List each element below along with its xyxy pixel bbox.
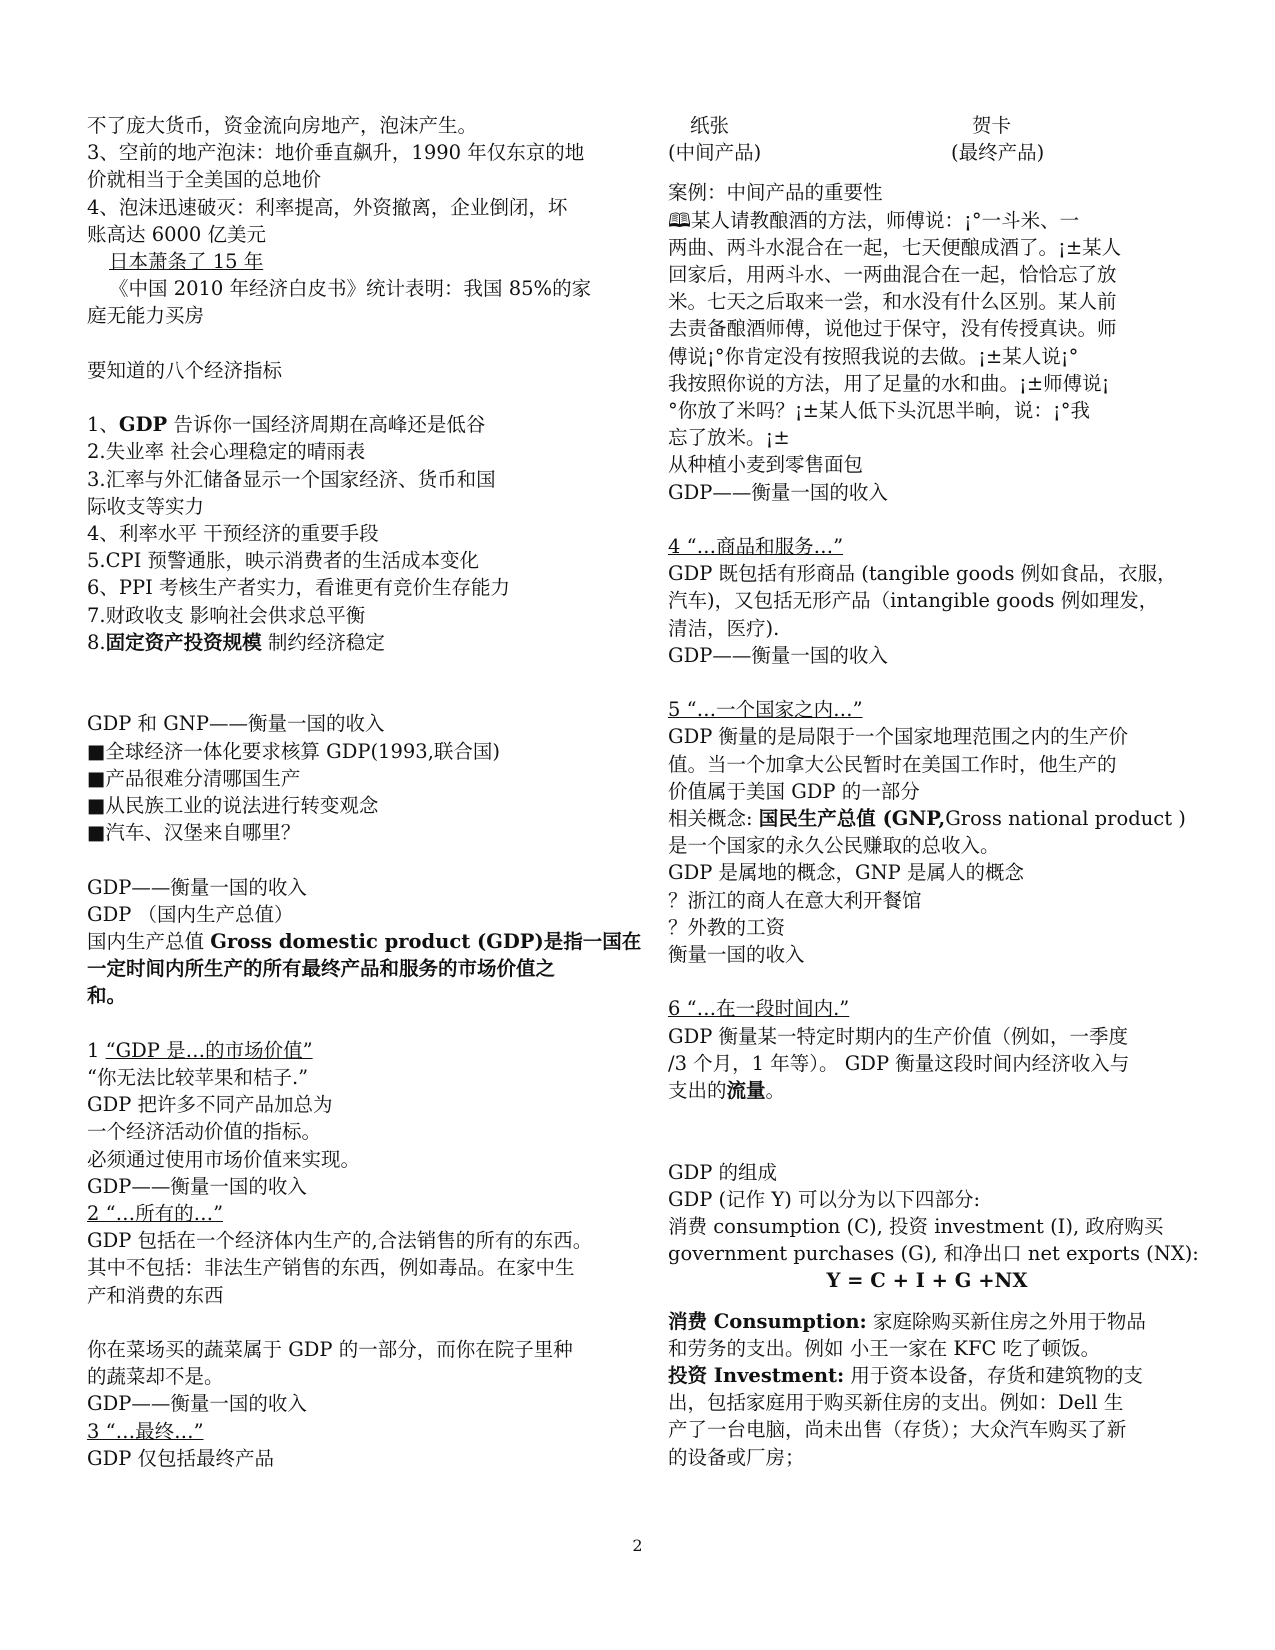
whitepaper-line: 庭无能力买房 <box>87 304 205 328</box>
measure-heading: GDP——衡量一国的收入 <box>668 480 888 504</box>
investment-line: 出，包括家庭用于购买新住房的支出。例如：Dell 生 <box>668 1391 1124 1415</box>
indicators-heading: 要知道的八个经济指标 <box>87 358 283 382</box>
investment-def: 投资 Investment: 用于资本设备，存货和建筑物的支 <box>668 1364 1143 1388</box>
gdp-definition: 国内生产总值 Gross domestic product (GDP)是指一国在 <box>87 930 642 954</box>
case-line: 去责备酿酒师傅，说他过于保守，没有传授真诀。师 <box>668 317 1117 341</box>
section-1-title: 1 “GDP 是…的市场价值” <box>87 1038 313 1062</box>
gnp-concept: 相关概念: 国民生产总值 (GNP,Gross national product ) <box>668 807 1186 831</box>
section-2-line: GDP 包括在一个经济体内生产的,合法销售的所有的东西。 <box>87 1229 593 1253</box>
bubble-line: 不了庞大货币，资金流向房地产，泡沫产生。 <box>87 114 478 137</box>
gdp-definition-cont: 一定时间内所生产的所有最终产品和服务的市场价值之 <box>87 957 556 981</box>
section-1-line: 一个经济活动价值的指标。 <box>87 1120 322 1144</box>
card-label: 贺卡 <box>972 114 1012 137</box>
section-4-line: 汽车)，又包括无形产品（intangible goods 例如理发， <box>668 589 1159 613</box>
final-label: (最终产品) <box>951 141 1045 165</box>
section-1-line: 必须通过使用市场价值来实现。 <box>87 1147 361 1171</box>
section-6-line: 支出的流量。 <box>668 1079 786 1103</box>
section-5-title: 5 “…一个国家之内…” <box>668 698 863 722</box>
consumption-def: 消费 Consumption: 家庭除购买新住房之外用于物品 <box>668 1309 1146 1333</box>
question-line: ？浙江的商人在意大利开餐馆 <box>668 888 922 912</box>
investment-line: 的设备或厂房； <box>668 1445 805 1469</box>
section-1-line: GDP 把许多不同产品加总为 <box>87 1093 333 1117</box>
gnp-line: GDP 是属地的概念，GNP 是属人的概念 <box>668 861 1024 885</box>
case-line: °你放了米吗？¡±某人低下头沉思半晌，说：¡°我 <box>668 399 1091 423</box>
bubble-line: 价就相当于全美国的总地价 <box>87 168 322 192</box>
indicator-2: 2.失业率 社会心理稳定的晴雨表 <box>87 440 366 464</box>
composition-line: GDP (记作 Y) 可以分为以下四部分: <box>668 1187 981 1211</box>
case-line: 米。七天之后取来一尝，和水没有什么区别。某人前 <box>668 290 1117 314</box>
case-line: 我按照你说的方法，用了足量的水和曲。¡±师傅说¡ <box>668 371 1110 395</box>
paper-label: 纸张 <box>690 114 730 137</box>
section-2-line: 产和消费的东西 <box>87 1283 224 1307</box>
section-6-line: GDP 衡量某一特定时期内的生产价值（例如，一季度 <box>668 1024 1129 1048</box>
product-type-row <box>668 139 1186 166</box>
vegetable-line: 的蔬菜却不是。 <box>87 1365 224 1389</box>
indicator-3-cont: 际收支等实力 <box>87 494 205 518</box>
section-6-title: 6 “…在一段时间内.” <box>668 997 850 1021</box>
indicator-6: 6、PPI 考核生产者实力，看谁更有竞价生存能力 <box>87 576 511 600</box>
case-line: 傅说¡°你肯定没有按照我说的去做。¡±某人说¡° <box>668 344 1079 368</box>
measure-heading: GDP——衡量一国的收入 <box>87 1174 307 1198</box>
gdp-paren: GDP （国内生产总值） <box>87 902 294 926</box>
indicator-4: 4、利率水平 干预经济的重要手段 <box>87 522 379 546</box>
section-2-line: 其中不包括：非法生产销售的东西，例如毒品。在家中生 <box>87 1256 575 1280</box>
paper-card-row <box>668 112 1186 139</box>
whitepaper-line: 《中国 2010 年经济白皮书》统计表明：我国 85%的家 <box>109 277 592 301</box>
composition-heading: GDP 的组成 <box>668 1160 778 1184</box>
case-line: 忘了放米。¡± <box>668 426 790 450</box>
question-line: ？外教的工资 <box>668 915 786 939</box>
composition-line: government purchases (G), 和净出口 net exports (NX): <box>668 1242 1199 1266</box>
bullet-item: ■全球经济一体化要求核算 GDP(1993,联合国) <box>87 739 500 763</box>
vegetable-line: 你在菜场买的蔬菜属于 GDP 的一部分，而你在院子里种 <box>87 1338 573 1362</box>
consumption-line: 和劳务的支出。例如 小王一家在 KFC 吃了顿饭。 <box>668 1336 1101 1360</box>
section-6-line: /3 个月，1 年等）。 GDP 衡量这段时间内经济收入与 <box>668 1051 1130 1075</box>
case-line: 两曲、两斗水混合在一起，七天便酿成酒了。¡±某人 <box>668 235 1122 259</box>
section-3-title: 3 “…最终…” <box>87 1419 204 1443</box>
section-5-line: 价值属于美国 GDP 的一部分 <box>668 779 920 803</box>
left-column <box>87 112 642 1472</box>
case-line: 🕮某人请教酿酒的方法，师傅说：¡°一斗米、一 <box>668 208 1080 232</box>
case-title: 案例：中间产品的重要性 <box>668 181 883 205</box>
right-column <box>668 112 1199 1471</box>
wheat-line: 从种植小麦到零售面包 <box>668 453 864 477</box>
bubble-line: 账高达 6000 亿美元 <box>87 222 267 246</box>
indicator-1: 1、GDP 告诉你一国经济周期在高峰还是低谷 <box>87 413 486 437</box>
section-4-line: GDP 既包括有形商品 (tangible goods 例如食品，衣服， <box>668 562 1177 586</box>
gdp-definition-end: 和。 <box>87 984 127 1008</box>
composition-line: 消费 consumption (C), 投资 investment (I), 政府购买 <box>668 1215 1164 1239</box>
bullet-item: ■从民族工业的说法进行转变观念 <box>87 794 379 818</box>
bubble-line: 4、泡沫迅速破灭：利率提高，外资撤离，企业倒闭，坏 <box>87 195 568 219</box>
bullet-item: ■产品很难分清哪国生产 <box>87 766 301 790</box>
section-3-line: GDP 仅包括最终产品 <box>87 1446 275 1470</box>
gnp-line: 是一个国家的永久公民赚取的总收入。 <box>668 834 1000 858</box>
section-4-line: 清洁，医疗). <box>668 616 780 640</box>
section-4-title: 4 “…商品和服务…” <box>668 535 844 559</box>
measure-heading: GDP——衡量一国的收入 <box>87 1392 307 1416</box>
japan-slump: 日本萧条了 15 年 <box>109 250 264 274</box>
section-5-line: 值。当一个加拿大公民暂时在美国工作时，他生产的 <box>668 752 1117 776</box>
indicator-3: 3.汇率与外汇储备显示一个国家经济、货币和国 <box>87 467 496 491</box>
indicator-7: 7.财政收支 影响社会供求总平衡 <box>87 603 366 627</box>
case-line: 回家后，用两斗水、一两曲混合在一起，恰恰忘了放 <box>668 263 1117 287</box>
page-number: 2 <box>632 1536 643 1555</box>
measure-heading: GDP——衡量一国的收入 <box>668 643 888 667</box>
measure-heading: GDP——衡量一国的收入 <box>87 875 307 899</box>
indicator-5: 5.CPI 预警通胀，映示消费者的生活成本变化 <box>87 549 480 573</box>
measure-heading: 衡量一国的收入 <box>668 943 805 967</box>
gdp-gnp-heading: GDP 和 GNP——衡量一国的收入 <box>87 712 385 736</box>
section-1-line: “你无法比较苹果和桔子.” <box>87 1066 309 1090</box>
indicator-8: 8.固定资产投资规模 制约经济稳定 <box>87 630 385 654</box>
bubble-line: 3、空前的地产泡沫：地价垂直飙升，1990 年仅东京的地 <box>87 141 585 165</box>
intermediate-label: (中间产品) <box>668 141 762 165</box>
gdp-formula: Y = C + I + G +NX <box>826 1269 1028 1293</box>
investment-line: 产了一台电脑，尚未出售（存货）；大众汽车购买了新 <box>668 1418 1127 1442</box>
bullet-item: ■汽车、汉堡来自哪里？ <box>87 821 301 845</box>
section-5-line: GDP 衡量的是局限于一个国家地理范围之内的生产价 <box>668 725 1129 749</box>
section-2-title: 2 “…所有的…” <box>87 1202 224 1226</box>
